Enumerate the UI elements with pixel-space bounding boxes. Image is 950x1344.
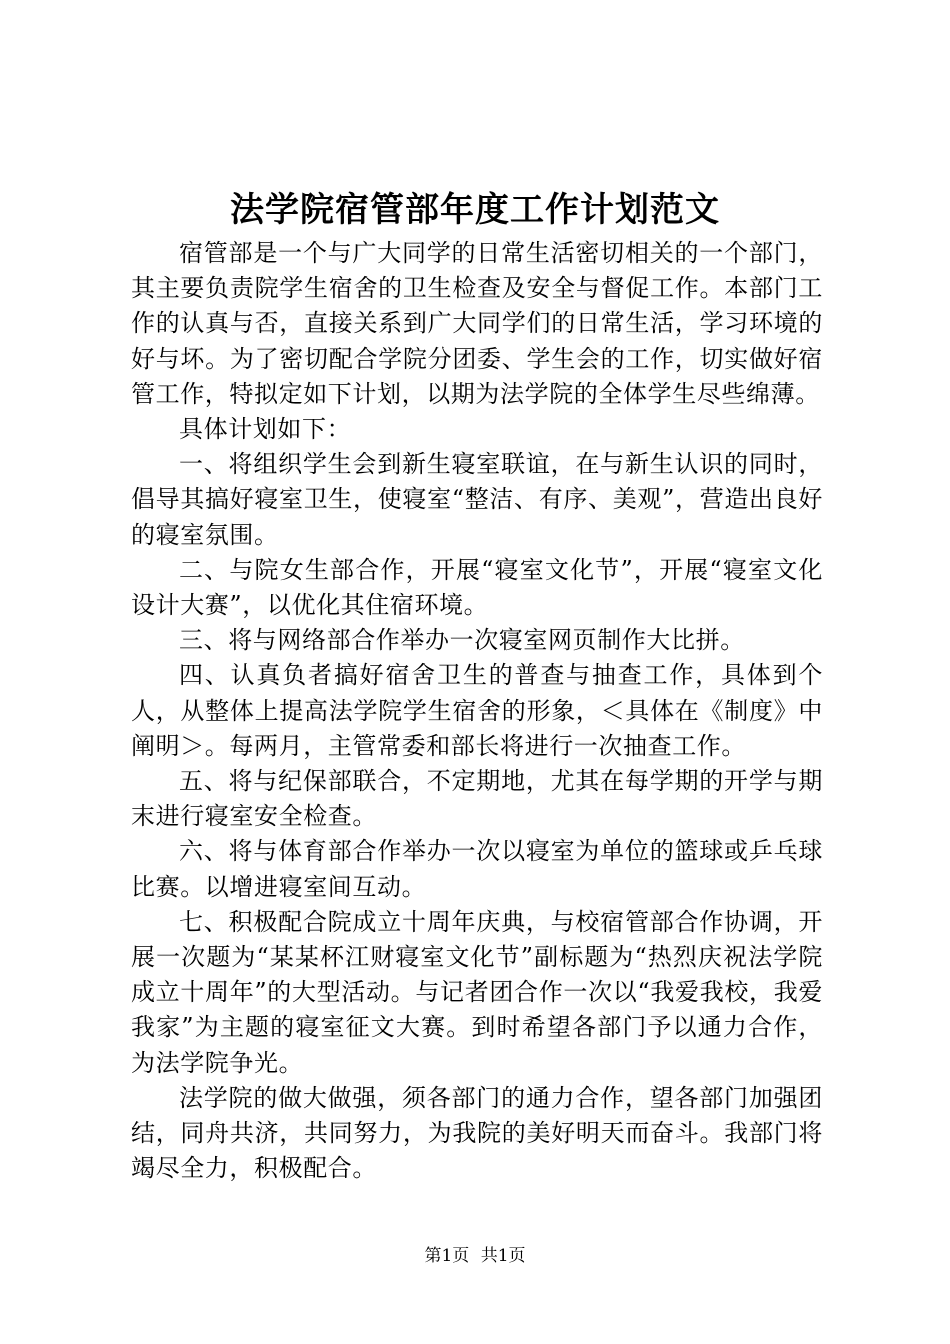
paragraph-item-2: 二、与院女生部合作，开展“寝室文化节”，开展“寝室文化设计大赛”，以优化其住宿环境。 xyxy=(131,555,823,620)
document-body xyxy=(131,236,823,1186)
paragraph-item-1: 一、将组织学生会到新生寝室联谊，在与新生认识的同时，倡导其搞好寝室卫生，使寝室“整洁、有序、美观”，营造出良好的寝室氛围。 xyxy=(131,450,823,549)
paragraph-conclusion: 法学院的做大做强，须各部门的通力合作，望各部门加强团结，同舟共济，共同努力，为我院的美好明天而奋斗。我部门将竭尽全力，积极配合。 xyxy=(131,1083,823,1183)
document-title: 法学院宿管部年度工作计划范文 xyxy=(230,190,720,230)
paragraph-plan-heading: 具体计划如下： xyxy=(179,415,352,444)
paragraph-item-7: 七、积极配合院成立十周年庆典，与校宿管部合作协调，开展一次题为“某某杯江财寝室文化节”副标题为“热烈庆祝法学院成立十周年”的大型活动。与记者团合作一次以“我爱我校，我爱我家”为主题的寝室征文大赛。到时希望各部门予以通力合作，为法学院争光。 xyxy=(131,907,823,1077)
paragraph-intro: 宿管部是一个与广大同学的日常生活密切相关的一个部门，其主要负责院学生宿舍的卫生检查及安全与督促工作。本部门工作的认真与否，直接关系到广大同学们的日常生活，学习环境的好与坏。为了密切配合学院分团委、学生会的工作，切实做好宿管工作，特拟定如下计划，以期为法学院的全体学生尽些绵薄。 xyxy=(131,239,823,408)
paragraph-item-6: 六、将与体育部合作举办一次以寝室为单位的篮球或乒乓球比赛。以增进寝室间互动。 xyxy=(131,837,823,901)
paragraph-item-4: 四、认真负者搞好宿舍卫生的普查与抽查工作，具体到个人，从整体上提高法学院学生宿舍的形象，＜具体在《制度》中阐明＞。每两月，主管常委和部长将进行一次抽查工作。 xyxy=(131,661,823,760)
page-number-current: 第1页 xyxy=(424,1246,470,1266)
paragraph-item-3: 三、将与网络部合作举办一次寝室网页制作大比拼。 xyxy=(179,626,745,655)
paragraph-item-5: 五、将与纪保部联合，不定期地，尤其在每学期的开学与期末进行寝室安全检查。 xyxy=(131,767,823,831)
page-number-total: 共1页 xyxy=(480,1246,526,1266)
page-footer xyxy=(0,1244,950,1268)
